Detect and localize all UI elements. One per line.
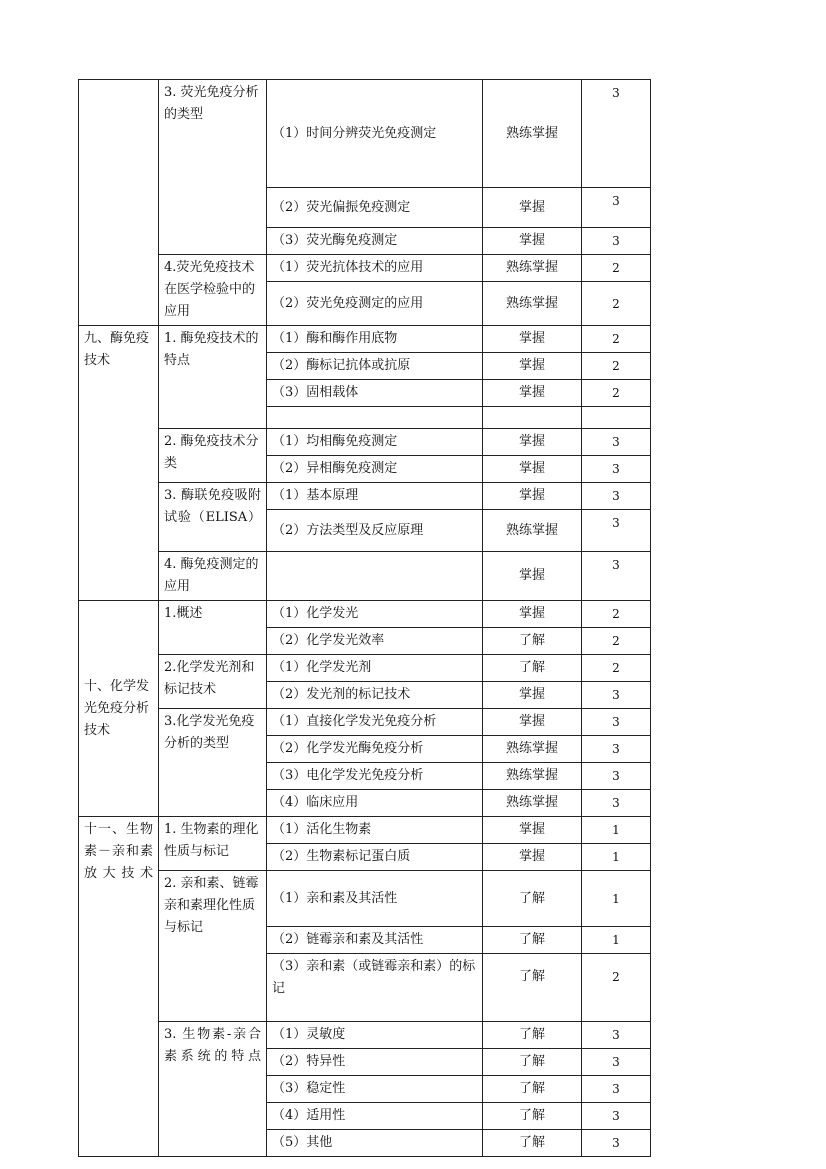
table-row	[79, 817, 651, 844]
item-cell: （1）酶和酶作用底物	[267, 326, 483, 353]
item-cell	[267, 552, 483, 601]
element-cell: 2.化学发光剂和标记技术	[159, 655, 267, 709]
hours-cell: 3	[582, 483, 651, 510]
element-cell: 1.概述	[159, 601, 267, 655]
item-cell: （2）方法类型及反应原理	[267, 510, 483, 552]
requirement-cell: 熟练掌握	[483, 282, 582, 326]
item-cell: （1）灵敏度	[267, 1022, 483, 1049]
requirement-cell: 熟练掌握	[483, 763, 582, 790]
item-cell: （2）化学发光效率	[267, 628, 483, 655]
hours-cell: 3	[582, 736, 651, 763]
item-cell: （2）发光剂的标记技术	[267, 682, 483, 709]
hours-cell: 3	[582, 188, 651, 228]
hours-cell: 3	[582, 429, 651, 456]
hours-cell: 2	[582, 326, 651, 353]
item-cell: （2）化学发光酶免疫分析	[267, 736, 483, 763]
hours-cell: 1	[582, 871, 651, 927]
unit-cell: 十、化学发光免疫分析技术	[79, 601, 159, 817]
hours-cell	[582, 407, 651, 429]
item-cell: （1）基本原理	[267, 483, 483, 510]
requirement-cell: 掌握	[483, 844, 582, 871]
item-cell: （2）酶标记抗体或抗原	[267, 353, 483, 380]
item-cell: （2）特异性	[267, 1049, 483, 1076]
requirement-cell: 掌握	[483, 601, 582, 628]
table-row	[79, 255, 651, 282]
item-cell: （1）均相酶免疫测定	[267, 429, 483, 456]
unit-cell: 十一、生物素－亲和素放大技术	[79, 817, 159, 1157]
hours-cell: 2	[582, 655, 651, 682]
hours-cell: 2	[582, 255, 651, 282]
hours-cell: 3	[582, 552, 651, 601]
table-row	[79, 709, 651, 736]
item-cell: （2）异相酶免疫测定	[267, 456, 483, 483]
table-row	[79, 871, 651, 927]
hours-cell: 2	[582, 282, 651, 326]
item-cell: （1）亲和素及其活性	[267, 871, 483, 927]
element-cell: 3. 酶联免疫吸附试验（ELISA）	[159, 483, 267, 552]
hours-cell: 1	[582, 844, 651, 871]
item-cell: （1）荧光抗体技术的应用	[267, 255, 483, 282]
item-cell	[267, 407, 483, 429]
requirement-cell: 了解	[483, 954, 582, 1022]
requirement-cell: 掌握	[483, 483, 582, 510]
requirement-cell: 掌握	[483, 817, 582, 844]
hours-cell: 3	[582, 456, 651, 483]
hours-cell: 3	[582, 763, 651, 790]
item-cell: （4）适用性	[267, 1103, 483, 1130]
item-cell: （2）荧光免疫测定的应用	[267, 282, 483, 326]
item-cell: （1）活化生物素	[267, 817, 483, 844]
table-row	[79, 655, 651, 682]
hours-cell: 2	[582, 380, 651, 407]
requirement-cell: 了解	[483, 927, 582, 954]
requirement-cell: 熟练掌握	[483, 736, 582, 763]
item-cell: （3）稳定性	[267, 1076, 483, 1103]
hours-cell: 3	[582, 1103, 651, 1130]
requirement-cell: 了解	[483, 655, 582, 682]
hours-cell: 2	[582, 628, 651, 655]
requirement-cell: 熟练掌握	[483, 80, 582, 188]
hours-cell: 2	[582, 601, 651, 628]
requirement-cell: 掌握	[483, 456, 582, 483]
item-cell: （3）亲和素（或链霉亲和素）的标记	[267, 954, 483, 1022]
hours-cell: 3	[582, 510, 651, 552]
element-cell: 3.化学发光免疫分析的类型	[159, 709, 267, 817]
requirement-cell: 掌握	[483, 682, 582, 709]
requirement-cell: 了解	[483, 1076, 582, 1103]
table-row	[79, 326, 651, 353]
table-row	[79, 1022, 651, 1049]
requirement-cell	[483, 407, 582, 429]
requirement-cell: 熟练掌握	[483, 510, 582, 552]
hours-cell: 1	[582, 927, 651, 954]
hours-cell: 3	[582, 228, 651, 255]
item-cell: （4）临床应用	[267, 790, 483, 817]
requirement-cell: 掌握	[483, 353, 582, 380]
table-row	[79, 601, 651, 628]
hours-cell: 3	[582, 709, 651, 736]
element-cell: 3. 荧光免疫分析的类型	[159, 80, 267, 255]
unit-cell	[79, 80, 159, 326]
element-cell: 3. 生物素-亲合素系统的特点	[159, 1022, 267, 1157]
requirement-cell: 了解	[483, 1103, 582, 1130]
item-cell: （1）化学发光剂	[267, 655, 483, 682]
hours-cell: 3	[582, 1022, 651, 1049]
unit-cell: 九、酶免疫技术	[79, 326, 159, 601]
element-cell: 1. 酶免疫技术的特点	[159, 326, 267, 429]
table-row	[79, 429, 651, 456]
element-cell: 4. 酶免疫测定的应用	[159, 552, 267, 601]
item-cell: （1）化学发光	[267, 601, 483, 628]
hours-cell: 3	[582, 80, 651, 188]
requirement-cell: 了解	[483, 871, 582, 927]
item-cell: （3）电化学发光免疫分析	[267, 763, 483, 790]
item-cell: （2）荧光偏振免疫测定	[267, 188, 483, 228]
requirement-cell: 掌握	[483, 552, 582, 601]
hours-cell: 2	[582, 353, 651, 380]
element-cell: 2. 亲和素、链霉亲和素理化性质与标记	[159, 871, 267, 1022]
requirement-cell: 了解	[483, 628, 582, 655]
item-cell: （3）固相载体	[267, 380, 483, 407]
hours-cell: 3	[582, 790, 651, 817]
item-cell: （2）生物素标记蛋白质	[267, 844, 483, 871]
syllabus-table	[78, 79, 651, 1157]
item-cell: （1）直接化学发光免疫分析	[267, 709, 483, 736]
item-cell: （2）链霉亲和素及其活性	[267, 927, 483, 954]
table-row	[79, 552, 651, 601]
requirement-cell: 了解	[483, 1130, 582, 1157]
hours-cell: 3	[582, 1049, 651, 1076]
requirement-cell: 掌握	[483, 188, 582, 228]
hours-cell: 3	[582, 1076, 651, 1103]
requirement-cell: 熟练掌握	[483, 255, 582, 282]
hours-cell: 1	[582, 817, 651, 844]
item-cell: （1）时间分辨荧光免疫测定	[267, 80, 483, 188]
requirement-cell: 掌握	[483, 709, 582, 736]
hours-cell: 3	[582, 682, 651, 709]
requirement-cell: 了解	[483, 1049, 582, 1076]
hours-cell: 2	[582, 954, 651, 1022]
item-cell: （5）其他	[267, 1130, 483, 1157]
table-row	[79, 483, 651, 510]
requirement-cell: 掌握	[483, 380, 582, 407]
element-cell: 4.荧光免疫技术在医学检验中的应用	[159, 255, 267, 326]
table-row	[79, 80, 651, 188]
item-cell: （3）荧光酶免疫测定	[267, 228, 483, 255]
element-cell: 1. 生物素的理化性质与标记	[159, 817, 267, 871]
hours-cell: 3	[582, 1130, 651, 1157]
requirement-cell: 熟练掌握	[483, 790, 582, 817]
requirement-cell: 了解	[483, 1022, 582, 1049]
requirement-cell: 掌握	[483, 228, 582, 255]
requirement-cell: 掌握	[483, 429, 582, 456]
element-cell: 2. 酶免疫技术分类	[159, 429, 267, 483]
requirement-cell: 掌握	[483, 326, 582, 353]
